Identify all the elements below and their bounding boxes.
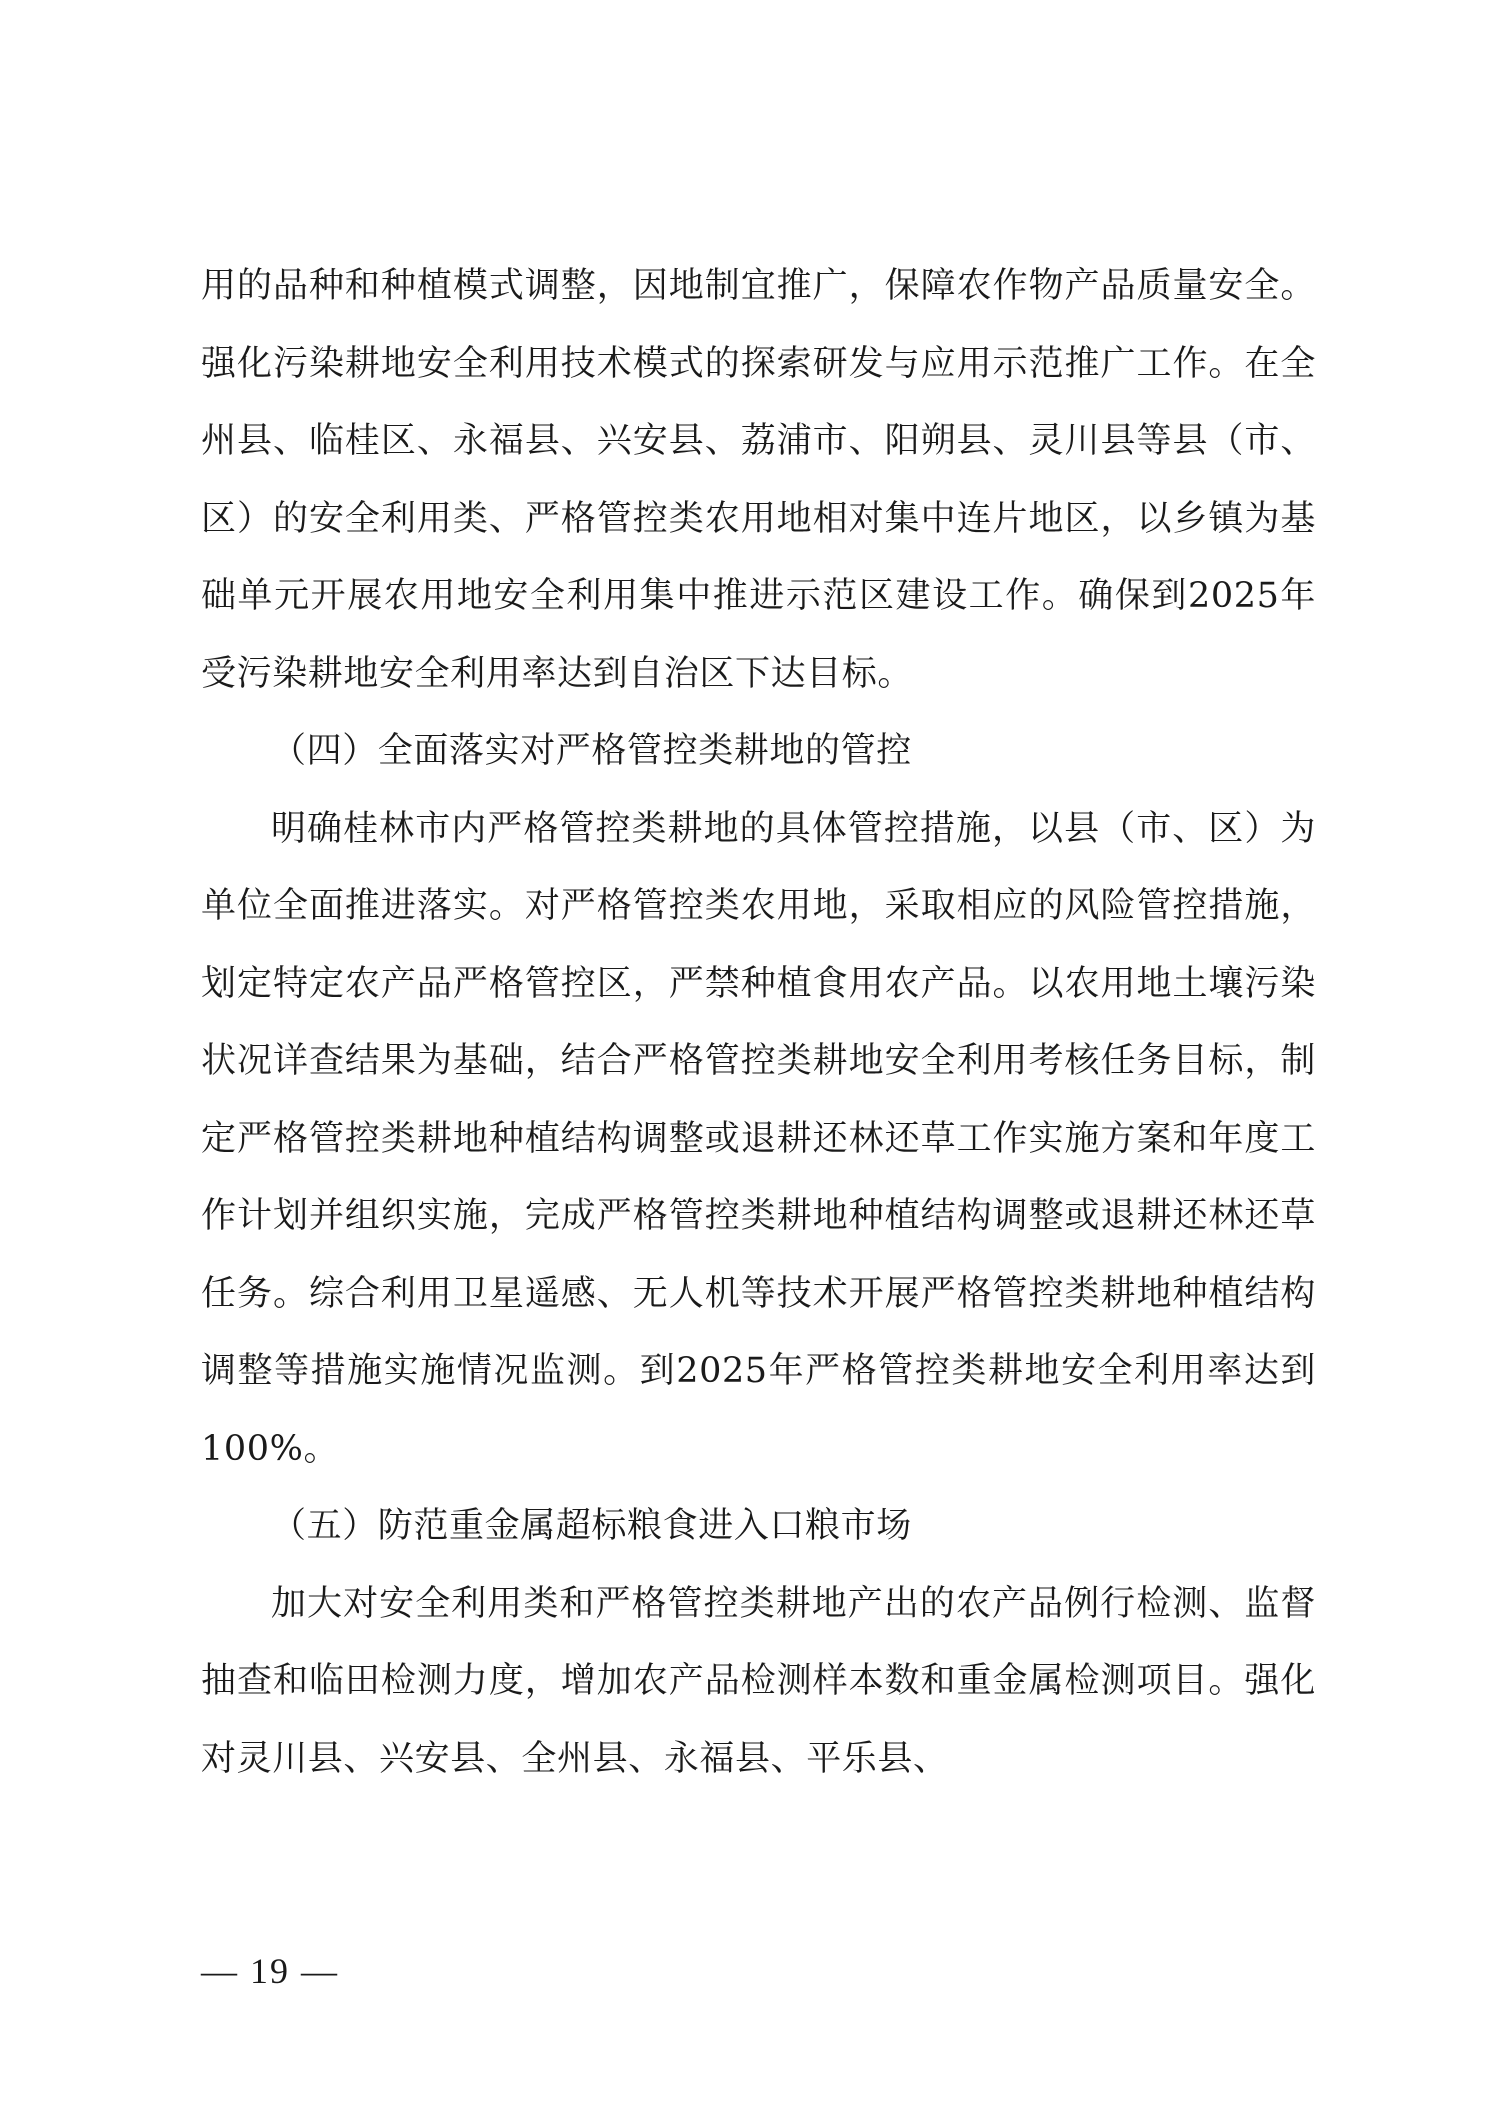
section-heading-4: （四）全面落实对严格管控类耕地的管控 — [271, 731, 912, 771]
paragraph-strict-control: 明确桂林市内严格管控类耕地的具体管控措施，以县（市、区）为单位全面推进落实。对严格管控类农用地，采取相应的风险管控措施，划定特定农产品严格管控区，严禁种植食用农产品。以农用地土壤污染状况详查结果为基础，结合严格管控类耕地安全利用考核任务目标，制定严格管控类耕地种植结构调整或退耕还林还草工作实施方案和年度工作计划并组织实施，完成严格管控类耕地种植结构调整或退耕还林还草任务。综合利用卫星遥感、无人机等技术开展严格管控类耕地种植结构调整等措施实施情况监测。到2025年严格管控类耕地安全利用率达到100%。 — [201, 808, 1316, 1469]
paragraph-grain-market: 加大对安全利用类和严格管控类耕地产出的农产品例行检测、监督抽查和临田检测力度，增加农产品检测样本数和重金属检测项目。强化对灵川县、兴安县、全州县、永福县、平乐县、 — [201, 1583, 1316, 1779]
section-heading-5: （五）防范重金属超标粮食进入口粮市场 — [271, 1506, 912, 1546]
paragraph-continuation: 用的品种和种植模式调整，因地制宜推广，保障农作物产品质量安全。强化污染耕地安全利用技术模式的探索研发与应用示范推广工作。在全州县、临桂区、永福县、兴安县、荔浦市、阳朔县、灵川县等县（市、区）的安全利用类、严格管控类农用地相对集中连片地区，以乡镇为基础单元开展农用地安全利用集中推进示范区建设工作。确保到2025年受污染耕地安全利用率达到自治区下达目标。 — [201, 266, 1316, 694]
page-number: — 19 — — [201, 1951, 339, 1991]
document-body — [201, 248, 1316, 1798]
